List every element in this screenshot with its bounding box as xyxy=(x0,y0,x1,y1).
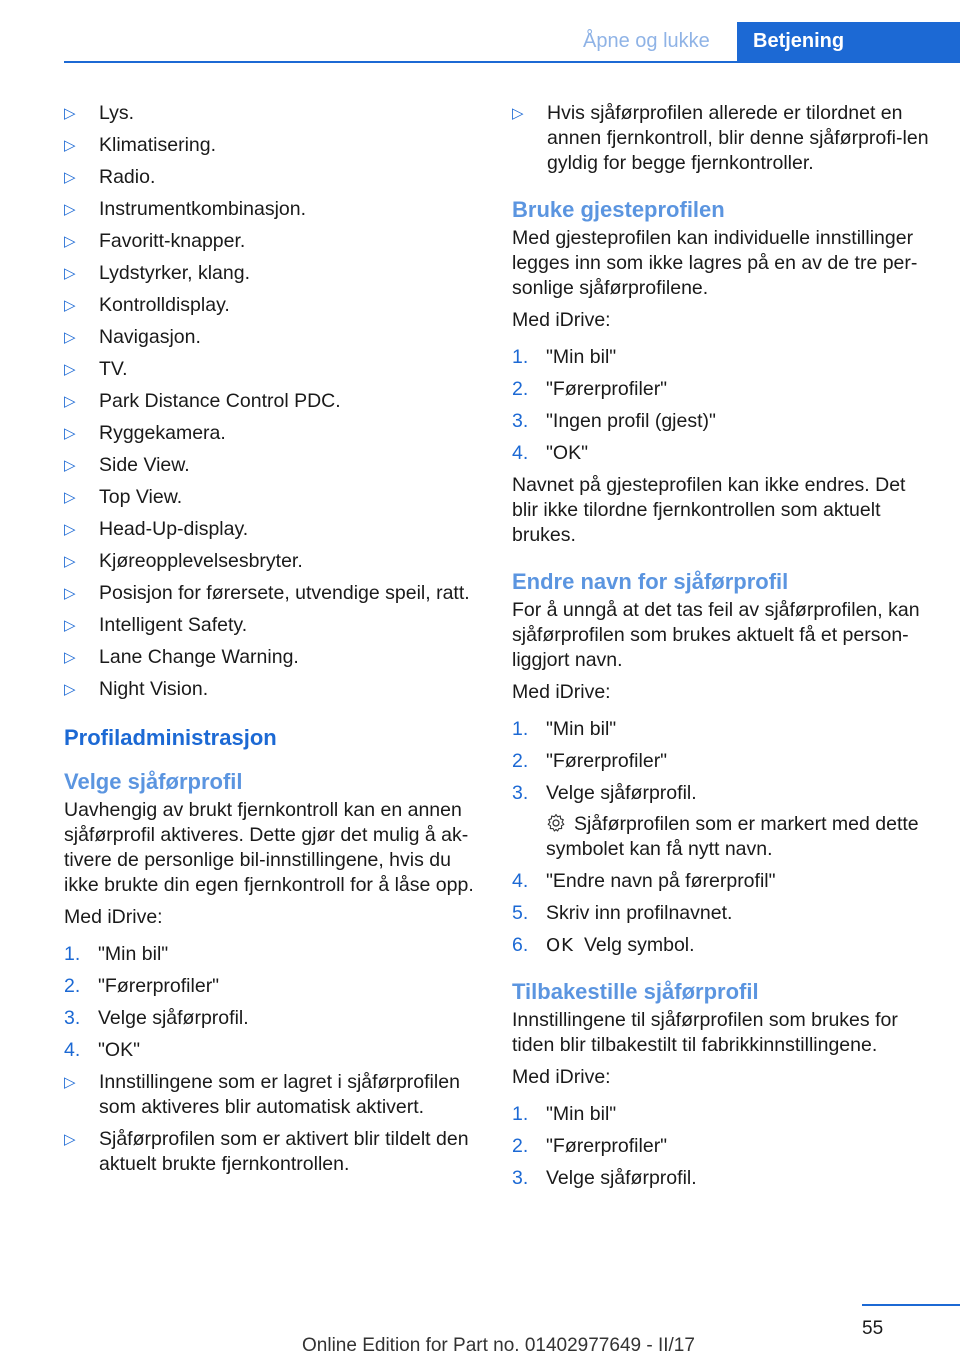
triangle-bullet-icon: ▷ xyxy=(64,137,76,154)
triangle-bullet-icon: ▷ xyxy=(64,457,76,474)
list-item: 2. "Førerprofiler" xyxy=(512,378,668,400)
list-item: ▷ Radio. xyxy=(64,166,156,188)
subsection-heading: Tilbakestille sjåførprofil xyxy=(512,979,759,1004)
step-note: Sjåførprofilen som er markert med dette symbolet kan få nytt navn. xyxy=(546,813,919,860)
list-item: 2. "Førerprofiler" xyxy=(512,1135,668,1157)
list-item: ▷ Lane Change Warning. xyxy=(64,646,299,668)
triangle-bullet-icon: ▷ xyxy=(64,329,76,346)
notes-list xyxy=(512,101,932,176)
list-item: 2. "Førerprofiler" xyxy=(512,750,668,772)
section-heading: Profiladministrasjon xyxy=(64,725,277,750)
list-item: 1. "Min bil" xyxy=(512,346,617,368)
paragraph: Med gjesteprofilen kan individuelle innstillinger legges inn som ikke lagres på en av de tre per-sonlige sjåførprofilene. xyxy=(512,227,918,299)
list-item: 3. "Ingen profil (gjest)" xyxy=(512,410,716,432)
list-item: 3. Velge sjåførprofil. Sjåførprofilen som er markert med dette symbolet kan få nytt navn. xyxy=(512,781,932,862)
triangle-bullet-icon: ▷ xyxy=(64,617,76,634)
triangle-bullet-icon: ▷ xyxy=(64,265,76,282)
triangle-bullet-icon: ▷ xyxy=(64,1074,76,1091)
list-item: ▷ Instrumentkombinasjon. xyxy=(64,198,307,220)
list-item: 6. OK Velg symbol. xyxy=(512,934,695,956)
paragraph: Innstillingene til sjåførprofilen som brukes for tiden blir tilbakestilt til fabrikkinnstillingene. xyxy=(512,1009,898,1056)
right-column xyxy=(512,101,932,1198)
list-item: ▷ Klimatisering. xyxy=(64,134,217,156)
list-item: ▷ Head-Up-display. xyxy=(64,518,249,540)
idrive-label: Med iDrive: xyxy=(64,906,163,928)
list-item: 2. "Førerprofiler" xyxy=(64,975,220,997)
subsection-heading: Velge sjåførprofil xyxy=(64,769,243,794)
list-item: ▷ Kjøreopplevelsesbryter. xyxy=(64,550,303,572)
footer-rule xyxy=(862,1304,960,1306)
list-item: ▷ Top View. xyxy=(64,486,183,508)
triangle-bullet-icon: ▷ xyxy=(64,361,76,378)
triangle-bullet-icon: ▷ xyxy=(64,585,76,602)
list-item: 4. "Endre navn på førerprofil" xyxy=(512,870,776,892)
list-item: 1. "Min bil" xyxy=(512,718,617,740)
list-item: ▷ Lydstyrker, klang. xyxy=(64,262,251,284)
list-item: ▷ Innstillingene som er lagret i sjåførprofilen som aktiveres blir automatisk aktivert. xyxy=(64,1071,460,1118)
list-item: 3. Velge sjåførprofil. xyxy=(64,1007,249,1029)
triangle-bullet-icon: ▷ xyxy=(512,105,524,122)
triangle-bullet-icon: ▷ xyxy=(64,201,76,218)
triangle-bullet-icon: ▷ xyxy=(64,489,76,506)
steps-list xyxy=(512,345,932,466)
page-number: 55 xyxy=(862,1318,884,1339)
paragraph: Navnet på gjesteprofilen kan ikke endres. Det blir ikke tilordne fjernkontrollen som aktuelt brukes. xyxy=(512,474,906,546)
list-item: 5. Skriv inn profilnavnet. xyxy=(512,902,733,924)
triangle-bullet-icon: ▷ xyxy=(64,169,76,186)
header-section: Åpne og lukke xyxy=(583,30,710,52)
idrive-label: Med iDrive: xyxy=(512,681,611,703)
triangle-bullet-icon: ▷ xyxy=(64,1131,76,1148)
settings-list xyxy=(64,101,484,702)
list-item: ▷ Sjåførprofilen som er aktivert blir tildelt den aktuelt brukte fjernkontrollen. xyxy=(64,1128,469,1175)
subsection-heading: Bruke gjesteprofilen xyxy=(512,197,725,222)
list-item: ▷ Lys. xyxy=(64,102,135,124)
list-item: 1. "Min bil" xyxy=(512,1103,617,1125)
list-item: ▷ Intelligent Safety. xyxy=(64,614,248,636)
triangle-bullet-icon: ▷ xyxy=(64,393,76,410)
list-item: 4. "OK" xyxy=(64,1039,141,1061)
triangle-bullet-icon: ▷ xyxy=(64,521,76,538)
list-item: ▷ Hvis sjåførprofilen allerede er tilordnet en annen fjernkontroll, blir denne sjåførprofi-len gyldig for begge fjernkontroller. xyxy=(512,102,929,174)
triangle-bullet-icon: ▷ xyxy=(64,649,76,666)
list-item: ▷ Kontrolldisplay. xyxy=(64,294,230,316)
list-item: ▷ TV. xyxy=(64,358,128,380)
list-item: 4. "OK" xyxy=(512,442,589,464)
list-item: ▷ Ryggekamera. xyxy=(64,422,226,444)
list-item: ▷ Favoritt-knapper. xyxy=(64,230,246,252)
header-chapter-tab: Betjening xyxy=(737,22,960,63)
steps-list xyxy=(64,942,484,1063)
list-item: ▷ Night Vision. xyxy=(64,678,209,700)
list-item: ▷ Side View. xyxy=(64,454,190,476)
idrive-label: Med iDrive: xyxy=(512,309,611,331)
edition-footer: Online Edition for Part no. 01402977649 - II/17 xyxy=(302,1335,695,1356)
notes-list xyxy=(64,1070,484,1177)
left-column xyxy=(64,101,484,1184)
triangle-bullet-icon: ▷ xyxy=(64,681,76,698)
triangle-bullet-icon: ▷ xyxy=(64,233,76,250)
triangle-bullet-icon: ▷ xyxy=(64,105,76,122)
triangle-bullet-icon: ▷ xyxy=(64,553,76,570)
list-item: 1. "Min bil" xyxy=(64,943,169,965)
gear-icon xyxy=(546,813,566,833)
triangle-bullet-icon: ▷ xyxy=(64,297,76,314)
paragraph: Uavhengig av brukt fjernkontroll kan en annen sjåførprofil aktiveres. Dette gjør det mulig å ak-tivere de personlige bil-innstillingene, hvis du ikke brukte din egen fjernkontroll for å låse opp. xyxy=(64,799,474,896)
steps-list xyxy=(512,1102,932,1191)
idrive-label: Med iDrive: xyxy=(512,1066,611,1088)
list-item: 3. Velge sjåførprofil. xyxy=(512,1167,697,1189)
list-item: ▷ Park Distance Control PDC. xyxy=(64,390,341,412)
ok-symbol-icon: OK xyxy=(546,935,574,956)
list-item: ▷ Posisjon for førersete, utvendige speil, ratt. xyxy=(64,582,470,604)
subsection-heading: Endre navn for sjåførprofil xyxy=(512,569,789,594)
paragraph: For å unngå at det tas feil av sjåførprofilen, kan sjåførprofilen som brukes aktuelt få et person-liggjort navn. xyxy=(512,599,920,671)
steps-list xyxy=(512,717,932,958)
triangle-bullet-icon: ▷ xyxy=(64,425,76,442)
list-item: ▷ Navigasjon. xyxy=(64,326,201,348)
